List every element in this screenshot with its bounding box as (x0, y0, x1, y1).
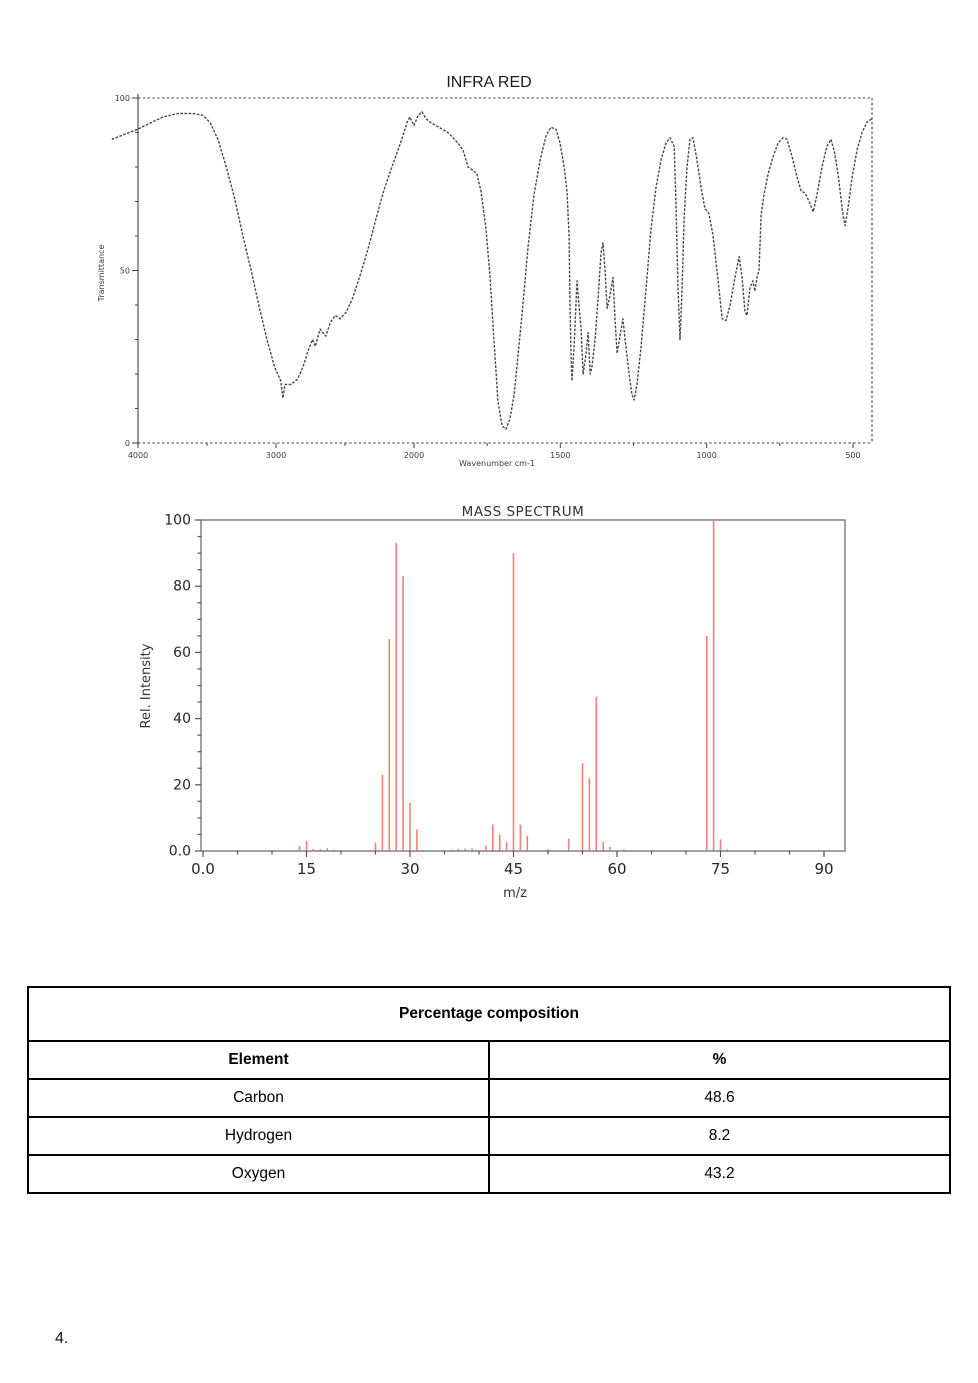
ir-x-axis-label: Wavenumber cm-1 (459, 459, 535, 468)
ms-x-axis-label: m/z (503, 886, 527, 901)
ms-plot-area (164, 513, 845, 879)
page-number: 4. (55, 1330, 69, 1347)
ir-x-tick-label: 500 (845, 451, 861, 460)
ir-x-tick-label: 1000 (696, 451, 717, 460)
ms-x-tick-label: 45 (503, 860, 524, 878)
ms-x-tick-label: 0.0 (191, 860, 215, 878)
ir-y-tick-label: 50 (119, 266, 130, 276)
ir-y-tick-label: 100 (114, 94, 130, 103)
ms-x-tick-label: 60 (607, 860, 627, 878)
ms-y-tick-label: 40 (173, 711, 191, 728)
ms-chart-title: MASS SPECTRUM (461, 504, 585, 520)
ms-x-tick-label: 30 (400, 860, 420, 878)
table-title: Percentage composition (28, 987, 950, 1041)
table-title-row (28, 987, 950, 1041)
ir-x-tick-label: 3000 (265, 451, 287, 460)
ir-x-tick-label: 1500 (550, 451, 571, 460)
percent-cell: 48.6 (489, 1079, 950, 1117)
ms-plot-border (201, 520, 845, 851)
column-header-element: Element (28, 1041, 489, 1079)
ir-chart-title: INFRA RED (446, 74, 532, 91)
table-header-row (28, 1041, 950, 1079)
percent-cell: 43.2 (489, 1155, 950, 1193)
ir-x-tick-label: 2000 (403, 451, 425, 460)
table-row (28, 1079, 950, 1117)
ms-x-tick-label: 90 (814, 860, 834, 878)
ms-y-axis-label: Rel. Intensity (139, 643, 154, 729)
ir-y-axis-label: Transmittance (97, 244, 106, 302)
ms-x-tick-label: 15 (296, 860, 317, 878)
ms-y-tick-label: 60 (173, 644, 191, 661)
ms-y-tick-label: 0.0 (168, 843, 191, 860)
ir-y-tick-label: 0 (124, 439, 130, 448)
ir-x-tick-label: 4000 (127, 451, 149, 460)
element-cell: Carbon (28, 1079, 489, 1117)
ms-y-tick-label: 100 (164, 512, 191, 529)
ms-y-tick-label: 80 (173, 578, 191, 595)
element-cell: Hydrogen (28, 1117, 489, 1155)
element-cell: Oxygen (28, 1155, 489, 1193)
table-row (28, 1155, 950, 1193)
percent-cell: 8.2 (489, 1117, 950, 1155)
column-header-percent: % (489, 1041, 950, 1079)
composition-table (27, 986, 951, 1194)
ms-x-tick-label: 75 (710, 860, 731, 878)
ms-y-tick-label: 20 (173, 777, 191, 794)
table-row (28, 1117, 950, 1155)
